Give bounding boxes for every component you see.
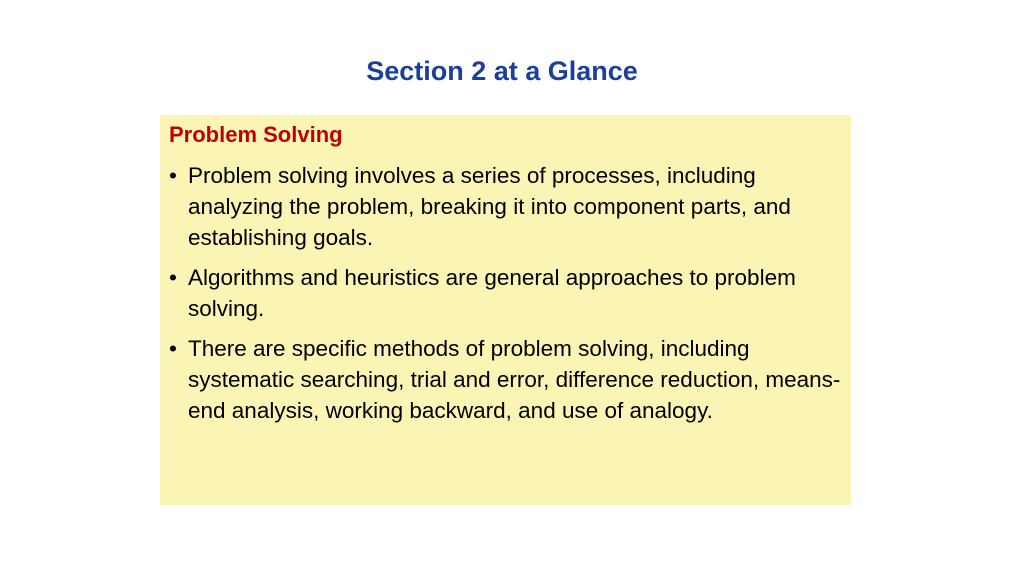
list-item	[160, 262, 848, 324]
list-item	[160, 160, 848, 253]
slide-title: Section 2 at a Glance	[366, 56, 638, 86]
summary-panel	[160, 115, 851, 505]
list-item-text: Problem solving involves a series of processes, including analyzing the problem, breaking it into component parts, and establishing goals.	[188, 163, 791, 250]
bullet-icon: •	[169, 336, 177, 361]
bullet-icon: •	[169, 265, 177, 290]
list-item-text: Algorithms and heuristics are general approaches to problem solving.	[188, 265, 796, 321]
list-item-text: There are specific methods of problem solving, including systematic searching, trial and error, difference reduction, means-end analysis, working backward, and use of analogy.	[188, 336, 841, 423]
panel-heading: Problem Solving	[169, 122, 343, 147]
bullet-list	[160, 160, 850, 435]
list-item	[160, 333, 848, 426]
bullet-icon: •	[169, 163, 177, 188]
